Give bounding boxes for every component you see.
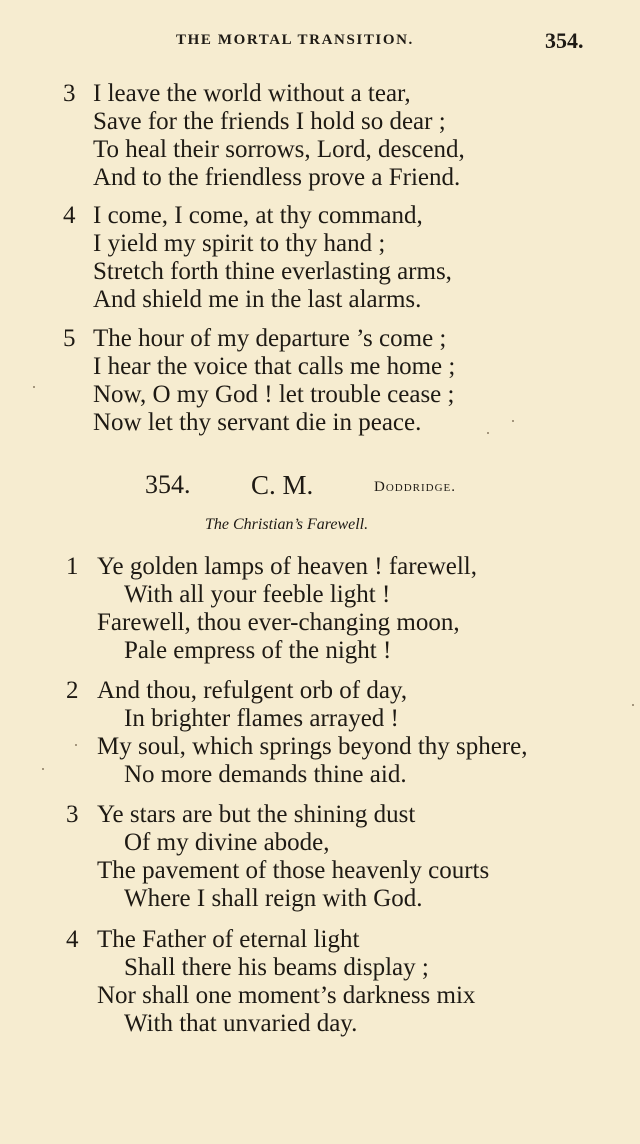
hymn-meter: C. M. [251,470,314,500]
verse-line: Now, O my God ! let trouble cease ; [93,381,455,408]
hymn-heading [0,470,640,506]
verse-line: Ye golden lamps of heaven ! farewell, [97,553,477,580]
verse-line: Save for the friends I hold so dear ; [93,108,446,135]
verse-line: Farewell, thou ever-changing moon, [97,609,460,636]
stanza-number: 2 [66,677,79,704]
paper-speck [33,386,35,388]
paper-speck [512,420,514,422]
page-number: 354. [545,28,584,53]
verse-line: The Father of eternal light [97,926,360,953]
paper-speck [632,704,634,706]
verse-line: With all your feeble light ! [124,581,391,608]
verse-line: The hour of my departure ’s come ; [93,325,447,352]
paper-speck [487,432,489,434]
stanza-number: 5 [63,325,76,352]
stanza-number: 4 [66,926,79,953]
verse-line: Stretch forth thine everlasting arms, [93,258,452,285]
verse-line: And thou, refulgent orb of day, [97,677,408,704]
verse-line: Of my divine abode, [124,829,330,856]
hymn-author: Doddridge. [374,479,457,495]
stanza-number: 3 [63,80,76,107]
verse-line: To heal their sorrows, Lord, descend, [93,136,465,163]
stanza-number: 3 [66,801,79,828]
verse-line: Shall there his beams display ; [124,954,429,981]
stanza-number: 1 [66,553,79,580]
verse-line: Ye stars are but the shining dust [97,801,416,828]
hymn-number: 354. [145,470,191,499]
paper-speck [75,744,77,746]
verse-line: I yield my spirit to thy hand ; [93,230,386,257]
verse-line: No more demands thine aid. [124,761,407,788]
verse-line: And to the friendless prove a Friend. [93,164,461,191]
verse-line: Now let thy servant die in peace. [93,409,422,436]
verse-line: I come, I come, at thy command, [93,202,423,229]
verse-line: With that unvaried day. [124,1010,358,1037]
running-head [0,28,640,54]
verse-line: Nor shall one moment’s darkness mix [97,982,476,1009]
paper-speck [42,768,44,770]
verse-line: Where I shall reign with God. [124,885,423,912]
verse-line: Pale empress of the night ! [124,637,392,664]
verse-line: My soul, which springs beyond thy sphere, [97,733,528,760]
verse-line: In brighter flames arrayed ! [124,705,399,732]
running-title: THE MORTAL TRANSITION. [176,32,414,48]
hymn-subtitle: The Christian’s Farewell. [205,516,369,533]
verse-line: And shield me in the last alarms. [93,286,422,313]
stanza-number: 4 [63,202,76,229]
verse-line: The pavement of those heavenly courts [97,857,490,884]
verse-line: I hear the voice that calls me home ; [93,353,456,380]
verse-line: I leave the world without a tear, [93,80,411,107]
